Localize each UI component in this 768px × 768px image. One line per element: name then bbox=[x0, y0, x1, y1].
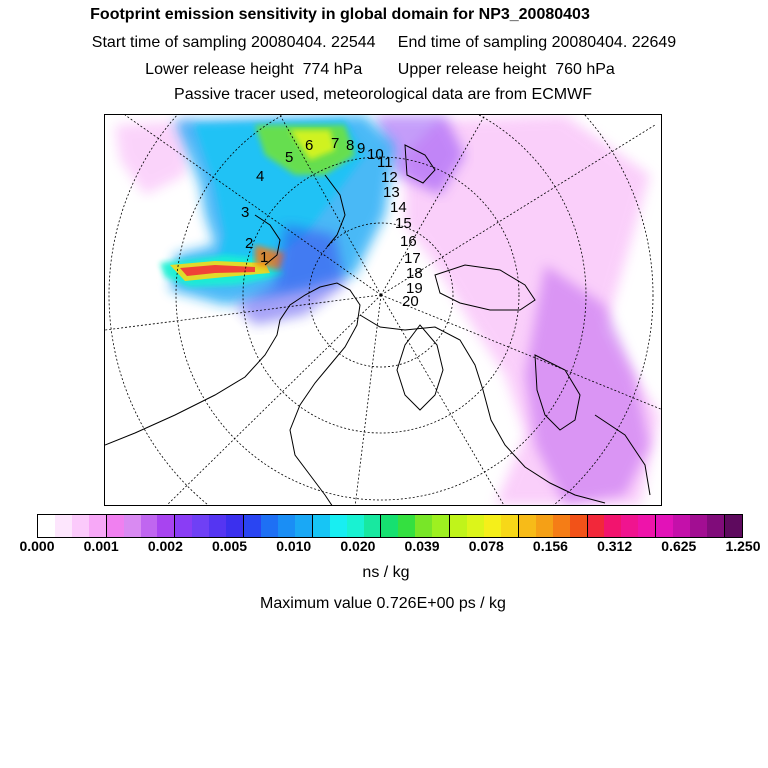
colorbar bbox=[37, 514, 743, 538]
colorbar-swatch bbox=[449, 515, 467, 537]
colorbar-swatch bbox=[330, 515, 347, 537]
colorbar-swatch bbox=[261, 515, 278, 537]
colorbar-swatch bbox=[312, 515, 330, 537]
colorbar-swatch bbox=[347, 515, 364, 537]
colorbar-swatch bbox=[295, 515, 312, 537]
colorbar-tick-label: 0.010 bbox=[276, 538, 312, 554]
colorbar-swatch bbox=[209, 515, 226, 537]
trajectory-label: 4 bbox=[256, 168, 265, 185]
colorbar-swatch bbox=[89, 515, 106, 537]
trajectory-label: 11 bbox=[377, 154, 393, 171]
colorbar-swatch bbox=[278, 515, 295, 537]
colorbar-swatch bbox=[638, 515, 655, 537]
start-time-label: Start time of sampling 20080404. 22544 bbox=[91, 34, 376, 51]
colorbar-swatch bbox=[587, 515, 605, 537]
colorbar-unit: ns / kg bbox=[362, 564, 410, 581]
trajectory-label: 12 bbox=[381, 169, 398, 186]
colorbar-swatch bbox=[398, 515, 415, 537]
trajectory-label: 14 bbox=[390, 199, 407, 216]
sampling-times bbox=[0, 34, 768, 52]
colorbar-swatch bbox=[621, 515, 638, 537]
colorbar-swatch bbox=[157, 515, 174, 537]
colorbar-swatch bbox=[243, 515, 261, 537]
colorbar-tick-label: 0.002 bbox=[147, 538, 183, 554]
colorbar-swatch bbox=[604, 515, 621, 537]
colorbar-swatch bbox=[415, 515, 432, 537]
trajectory-label: 10 bbox=[367, 146, 384, 163]
colorbar-swatch bbox=[192, 515, 209, 537]
colorbar-swatch bbox=[364, 515, 381, 537]
trajectory-label: 6 bbox=[305, 137, 314, 154]
colorbar-swatch bbox=[106, 515, 124, 537]
colorbar-swatch bbox=[484, 515, 501, 537]
trajectory-label: 17 bbox=[404, 250, 421, 267]
colorbar-tick-label: 0.000 bbox=[19, 538, 55, 554]
trajectory-label: 9 bbox=[357, 140, 366, 157]
colorbar-tick-label: 0.312 bbox=[597, 538, 633, 554]
colorbar-swatch bbox=[432, 515, 449, 537]
trajectory-label: 7 bbox=[331, 135, 340, 152]
colorbar-swatch bbox=[553, 515, 570, 537]
colorbar-tick-label: 0.020 bbox=[340, 538, 376, 554]
trajectory-label: 18 bbox=[406, 265, 423, 282]
colorbar-tick-label: 0.156 bbox=[532, 538, 568, 554]
colorbar-tick-label: 1.250 bbox=[725, 538, 761, 554]
colorbar-tick-label: 0.001 bbox=[83, 538, 119, 554]
colorbar-swatch bbox=[124, 515, 141, 537]
colorbar-swatch bbox=[570, 515, 587, 537]
colorbar-swatch bbox=[174, 515, 192, 537]
colorbar-swatch bbox=[655, 515, 673, 537]
colorbar-swatch bbox=[707, 515, 724, 537]
trajectory-label: 5 bbox=[285, 149, 294, 166]
trajectory-label: 16 bbox=[400, 233, 417, 250]
tracer-info: Passive tracer used, meteorological data are from ECMWF bbox=[174, 86, 592, 103]
trajectory-label: 20 bbox=[402, 293, 419, 310]
trajectory-label: 13 bbox=[383, 184, 400, 201]
colorbar-swatch bbox=[38, 515, 55, 537]
lower-release-label: Lower release height 774 hPa bbox=[145, 61, 363, 78]
map-title: Footprint emission sensitivity in global domain for NP3_20080403 bbox=[90, 6, 590, 23]
colorbar-swatch bbox=[141, 515, 158, 537]
maximum-value: Maximum value 0.726E+00 ps / kg bbox=[260, 595, 506, 612]
trajectory-label: 19 bbox=[406, 280, 423, 297]
trajectory-label: 3 bbox=[241, 204, 250, 221]
upper-release-label: Upper release height 760 hPa bbox=[397, 61, 615, 78]
end-time-label: End time of sampling 20080404. 22649 bbox=[397, 34, 677, 51]
colorbar-swatch bbox=[226, 515, 243, 537]
colorbar-swatch bbox=[55, 515, 72, 537]
colorbar-swatch bbox=[536, 515, 553, 537]
footprint-map bbox=[105, 115, 662, 506]
release-heights bbox=[0, 61, 764, 79]
colorbar-swatch bbox=[380, 515, 398, 537]
colorbar-swatch bbox=[724, 515, 742, 537]
colorbar-swatch bbox=[518, 515, 536, 537]
trajectory-label: 15 bbox=[395, 215, 412, 232]
colorbar-swatch bbox=[467, 515, 484, 537]
colorbar-swatch bbox=[501, 515, 518, 537]
colorbar-tick-label: 0.625 bbox=[661, 538, 697, 554]
colorbar-tick-label: 0.078 bbox=[468, 538, 504, 554]
colorbar-tick-label: 0.039 bbox=[404, 538, 440, 554]
colorbar-swatch bbox=[690, 515, 707, 537]
trajectory-label: 8 bbox=[346, 137, 355, 154]
trajectory-label: 1 bbox=[260, 249, 269, 266]
trajectory-label: 2 bbox=[245, 235, 254, 252]
map-panel[interactable] bbox=[104, 114, 662, 506]
colorbar-tick-label: 0.005 bbox=[212, 538, 248, 554]
colorbar-swatch bbox=[72, 515, 89, 537]
colorbar-swatch bbox=[673, 515, 690, 537]
